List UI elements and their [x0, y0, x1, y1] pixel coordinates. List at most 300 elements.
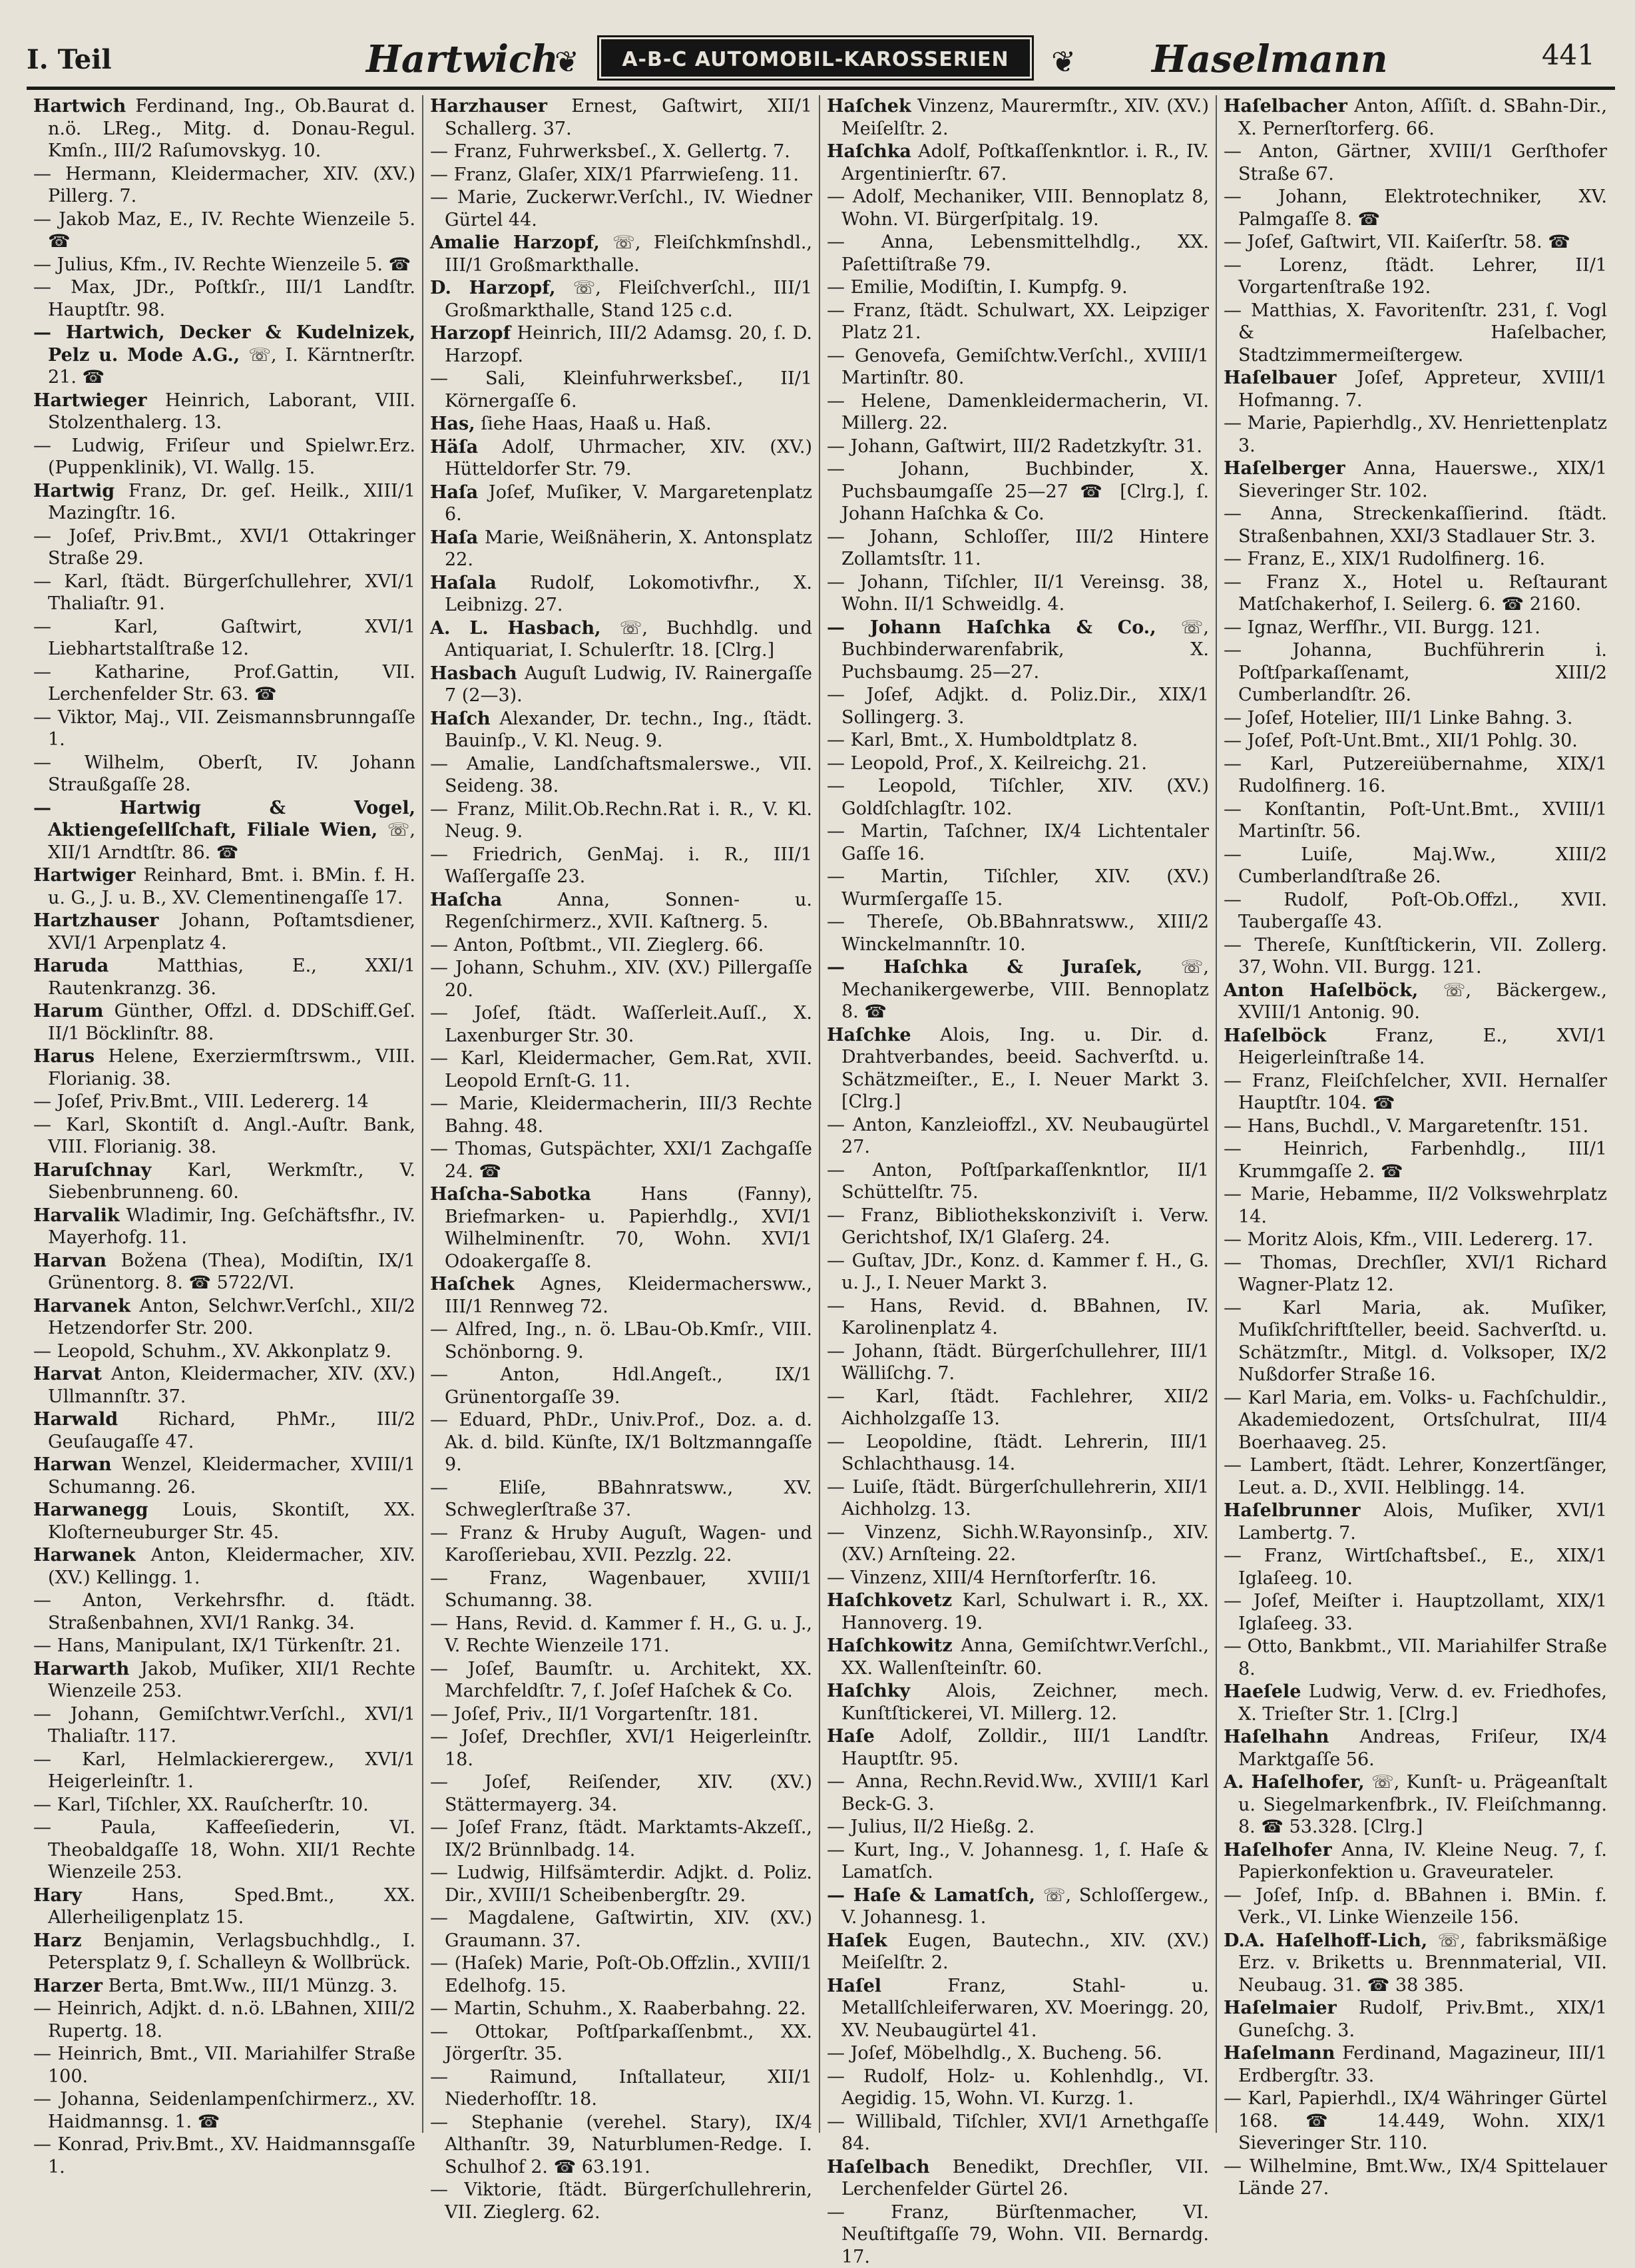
entry-details: Louis, Skontiſt, XX. Kloſterneuburger Str. 45.	[48, 1500, 415, 1543]
wing-emblem-icon: ❦	[1051, 42, 1076, 83]
entry-surname: Haſchky	[827, 1681, 910, 1701]
directory-entry	[827, 1386, 1209, 1430]
directory-entry	[827, 729, 1209, 752]
directory-entry	[827, 956, 1209, 1023]
entry-details: — Joſef, Hotelier, III/1 Linke Bahng. 3.	[1224, 708, 1572, 728]
directory-entry	[827, 300, 1209, 344]
entry-surname: Harum	[33, 1001, 103, 1021]
directory-entry	[33, 208, 415, 253]
entry-details: Richard, PhMr., III/2 Geuſaugaſſe 47.	[48, 1409, 415, 1452]
directory-entry	[827, 911, 1209, 956]
directory-entry	[33, 797, 415, 864]
entry-details: Eugen, Bautechn., XIV. (XV.) Meiſelſtr. 2.	[841, 1930, 1209, 1974]
directory-entry	[430, 1613, 812, 1657]
entry-details: — Johann, Gaſtwirt, III/2 Radetzkyſtr. 31.	[827, 436, 1202, 457]
entry-details: — Amalie, Landſchaftsmalerswe., VII. Seideng. 38.	[430, 754, 812, 797]
directory-entry	[430, 1862, 812, 1906]
directory-entry	[33, 571, 415, 615]
entry-details: — Franz, Wirtſchaftsbeſ., E., XIX/1 Iglaſeeg. 10.	[1224, 1546, 1607, 1589]
entry-details: Alexander, Dr. techn., Ing., ſtädt. Bauinſp., V. Kl. Neug. 9.	[445, 709, 812, 752]
entry-details: — Moritz Alois, Kfm., VIII. Ledererg. 17.	[1224, 1229, 1593, 1250]
entry-surname: — Johann Haſchka & Co.,	[827, 617, 1156, 638]
entry-details: — Joſef, Baumſtr. u. Architekt, XX. Marchfeldſtr. 7, ſ. Joſef Haſchek & Co.	[430, 1659, 812, 1702]
entry-details: Ferdinand, Ing., Ob.Baurat d. n.ö. LReg., Mitg. d. Donau-Regul. Kmſn., III/2 Raſumovskyg. 10.	[48, 96, 415, 161]
directory-entry	[1224, 1387, 1607, 1454]
entry-details: — Franz, Bibliothekskonziviſt i. Verw. Gerichtshof, IX/1 Glaſerg. 24.	[827, 1205, 1209, 1249]
directory-entry	[33, 1975, 415, 1998]
directory-entry	[33, 163, 415, 208]
directory-entry	[430, 708, 812, 752]
entry-details: Alois, Muſiker, XVI/1 Lambertg. 7.	[1238, 1500, 1607, 1544]
entry-details: — Franz, Fleiſchſelcher, XVII. Hernalſer Hauptſtr. 104. ☎	[1224, 1071, 1607, 1114]
directory-entry	[33, 616, 415, 661]
entry-details: — Lambert, ſtädt. Lehrer, Konzertſänger, Leut. a. D., XVII. Helblingg. 14.	[1224, 1455, 1607, 1498]
entry-details: — Leopold, Prof., X. Keilreichg. 21.	[827, 753, 1147, 774]
entry-details: Hans (Fanny), Briefmarken- u. Papierhdlg., XVI/1 Wilhelminenſtr. 70, Wohn. XVI/1 Odoakergaſſe 8.	[445, 1184, 812, 1272]
entry-details: Joſef, Muſiker, V. Margaretenplatz 6.	[445, 482, 812, 525]
directory-entry	[430, 413, 812, 435]
entry-details: Karl, Werkmſtr., V. Siebenbrunneng. 60.	[48, 1160, 415, 1203]
directory-entry	[430, 2021, 812, 2066]
entry-details: — Heinrich, Adjkt. d. n.ö. LBahnen, XIII/2 Rupertg. 18.	[33, 1998, 415, 2042]
entry-details: ☏, Kunſt- u. Prägeanſtalt u. Siegelmarkenfbrk., IV. Fleiſchmanng. 8. ☎ 53.328. [Clrg.]	[1238, 1772, 1607, 1837]
directory-entry	[1224, 2155, 1607, 2200]
directory-entry	[430, 1703, 812, 1726]
directory-entry	[1224, 1454, 1607, 1499]
directory-entry	[827, 231, 1209, 276]
directory-entry	[827, 1725, 1209, 1770]
entry-details: — Thereſe, Ob.BBahnratsww., XIII/2 Winckelmannſtr. 10.	[827, 912, 1209, 955]
page-header	[27, 20, 1615, 90]
entry-details: Adolf, Zolldir., III/1 Landſtr. Hauptſtr. 95.	[841, 1726, 1209, 1769]
entry-surname: Haſchke	[827, 1025, 911, 1045]
entry-details: — Karl Maria, ak. Muſiker, Muſikſchriftſteller, beeid. Sachverſtd. u. Schätzmſtr., Mitgl. d. Volksoper, IX/2 Nußdorfer Straße 16.	[1224, 1298, 1607, 1386]
directory-entry	[33, 276, 415, 321]
entry-details: — Rudolf, Poſt-Ob.Offzl., XVII. Taubergaſſe 43.	[1224, 890, 1607, 933]
entry-details: — Johann, Buchbinder, X. Puchsbaumgaſſe 25—27 ☎ [Clrg.], ſ. Johann Haſchka & Co.	[827, 459, 1209, 524]
directory-entry	[430, 934, 812, 957]
entry-details: ☏, Fleiſchkmſnshdl., III/1 Großmarkthalle.	[445, 232, 812, 276]
directory-entry	[33, 1998, 415, 2042]
directory-entry	[827, 2201, 1209, 2268]
entry-details: — Marie, Papierhdlg., XV. Henriettenplatz 3.	[1224, 413, 1607, 456]
directory-entry	[33, 1205, 415, 1249]
directory-entry	[1224, 457, 1607, 502]
entry-details: — Max, JDr., Poſtkſr., III/1 Landſtr. Hauptſtr. 98.	[33, 277, 415, 320]
directory-entry	[1224, 1070, 1607, 1115]
entry-details: — Heinrich, Farbenhdlg., III/1 Krummgaſſe 2. ☎	[1224, 1139, 1607, 1182]
directory-entry	[430, 1771, 812, 1816]
entry-details: Božena (Thea), Modiſtin, IX/1 Grünentorg. 8. ☎ 5722/VI.	[48, 1251, 415, 1294]
directory-entry	[827, 775, 1209, 820]
entry-details: — Martin, Taſchner, IX/4 Lichtentaler Gaſſe 16.	[827, 821, 1209, 864]
entry-details: Anna, IV. Kleine Neug. 7, ſ. Papierkonfektion u. Graveurateler.	[1238, 1840, 1607, 1883]
directory-entry	[1224, 1297, 1607, 1386]
entry-details: Wladimir, Ing. Geſchäftsfhr., IV. Mayerhofg. 11.	[48, 1205, 415, 1249]
directory-entry	[33, 1091, 415, 1113]
directory-entry	[827, 1635, 1209, 1679]
entry-details: — Joſef, Inſp. d. BBahnen i. BMin. f. Verk., VI. Linke Wienzeile 156.	[1224, 1885, 1607, 1928]
directory-entry	[1224, 231, 1607, 254]
entry-details: — Katharine, Prof.Gattin, VII. Lerchenfelder Str. 63. ☎	[33, 662, 415, 705]
entry-details: — Anna, Rechn.Revid.Ww., XVIII/1 Karl Beck-G. 3.	[827, 1771, 1209, 1815]
entry-details: — Thereſe, Kunſtſtickerin, VII. Zollerg. 37, Wohn. VII. Burgg. 121.	[1224, 935, 1607, 978]
entry-details: — Karl, ſtädt. Bürgerſchullehrer, XVI/1 Thaliaſtr. 91.	[33, 571, 415, 615]
part-label: I. Teil	[27, 44, 112, 75]
entry-surname: Haſelbacher	[1224, 96, 1347, 117]
directory-entry	[33, 322, 415, 389]
directory-entry	[430, 141, 812, 163]
entry-details: — Franz, ſtädt. Schulwart, XX. Leipziger Platz 21.	[827, 300, 1209, 344]
entry-details: — Anton, Verkehrsfhr. d. ſtädt. Straßenbahnen, XVI/1 Rankg. 34.	[33, 1590, 415, 1633]
entry-details: — Karl, Tiſchler, XX. Rauſcherſtr. 10.	[33, 1795, 369, 1815]
entry-details: — Joſef, Priv., II/1 Vorgartenſtr. 181.	[430, 1704, 758, 1725]
entry-details: Karl, Schulwart i. R., XX. Hannoverg. 19.	[841, 1590, 1209, 1633]
entry-surname: Haſchkovetz	[827, 1590, 952, 1611]
directory-entry	[430, 1093, 812, 1137]
directory-column	[27, 95, 423, 2133]
entry-details: ☏, Mechanikergewerbe, VIII. Bennoplatz 8. ☎	[841, 957, 1209, 1022]
directory-entry	[33, 864, 415, 909]
directory-entry	[827, 276, 1209, 299]
entry-surname: Haſchek	[827, 96, 911, 117]
entry-details: Anton, Selchwr.Verſchl., XII/2 Hetzendorfer Str. 200.	[48, 1296, 415, 1339]
entry-details: Heinrich, Laborant, VIII. Stolzenthalerg. 13.	[48, 390, 415, 433]
column-container	[27, 95, 1615, 2133]
directory-entry	[33, 2133, 415, 2178]
entry-details: Johann, Poſtamtsdiener, XVI/1 Arpenplatz 4.	[48, 910, 415, 954]
directory-column	[423, 95, 820, 2133]
entry-surname: Haſchek	[430, 1274, 515, 1294]
directory-entry	[1224, 1635, 1607, 1680]
directory-entry	[430, 1477, 812, 1522]
entry-details: — Hermann, Kleidermacher, XIV. (XV.) Pillerg. 7.	[33, 164, 415, 207]
directory-entry	[1224, 1930, 1607, 1997]
entry-details: — Otto, Bankbmt., VII. Mariahilfer Straße 8.	[1224, 1636, 1607, 1679]
entry-surname: Haſchka	[827, 141, 911, 162]
entry-surname: Harwanek	[33, 1545, 135, 1565]
entry-details: — Johanna, Seidenlampenſchirmerz., XV. Haidmannsg. 1. ☎	[33, 2089, 415, 2132]
directory-entry	[430, 95, 812, 140]
entry-surname: Haſa	[430, 527, 478, 548]
entry-details: — Anna, Lebensmittelhdlg., XX. Paſettiſtraße 79.	[827, 232, 1209, 275]
entry-details: Ferdinand, Magazineur, III/1 Erdbergſtr. 33.	[1238, 2043, 1607, 2086]
entry-details: — Julius, Kfm., IV. Rechte Wienzeile 5. ☎	[33, 254, 411, 275]
directory-entry	[430, 1409, 812, 1476]
directory-entry	[827, 2066, 1209, 2110]
entry-details: — Eliſe, BBahnratsww., XV. Schweglerſtraße 37.	[430, 1478, 812, 1521]
directory-entry	[1224, 934, 1607, 979]
entry-details: ☏, I. Kärntnerſtr. 21. ☎	[48, 345, 415, 388]
entry-details: — Johann, Tiſchler, II/1 Vereinsg. 38, Wohn. II/1 Schweidlg. 4.	[827, 572, 1209, 615]
entry-details: — Friedrich, GenMaj. i. R., III/1 Waſſergaſſe 23.	[430, 844, 812, 888]
entry-surname: Häſa	[430, 437, 478, 457]
entry-details: — Hans, Revid. d. Kammer f. H., G. u. J., V. Rechte Wienzeile 171.	[430, 1613, 812, 1657]
directory-entry	[33, 2043, 415, 2088]
directory-entry	[430, 481, 812, 526]
directory-entry	[430, 164, 812, 186]
entry-details: — Viktorie, ſtädt. Bürgerſchullehrerin, VII. Zieglerg. 62.	[430, 2179, 812, 2223]
directory-entry	[430, 232, 812, 276]
entry-surname: Haſelbauer	[1224, 368, 1336, 388]
directory-entry	[827, 1839, 1209, 1884]
entry-details: Alois, Ing. u. Dir. d. Drahtverbandes, beeid. Sachverſtd. u. Schätzmeiſter., E., I. Neuer Markt 3. [Clrg.]	[841, 1025, 1209, 1113]
entry-surname: Haſek	[827, 1930, 887, 1951]
entry-details: — Anton, Kanzleioffzl., XV. Neubaugürtel 27.	[827, 1115, 1209, 1158]
entry-surname: Harwan	[33, 1454, 112, 1475]
entry-details: — Viktor, Maj., VII. Zeismannsbrunngaſſe 1.	[33, 707, 415, 750]
directory-entry	[1224, 2042, 1607, 2087]
entry-details: — Anna, Streckenkaſſierind. ſtädt. Straßenbahnen, XXI/3 Stadlauer Str. 3.	[1224, 503, 1607, 547]
entry-details: — Hans, Buchdl., V. Margaretenſtr. 151.	[1224, 1116, 1588, 1137]
entry-surname: Haruda	[33, 956, 109, 976]
directory-entry	[827, 2111, 1209, 2155]
directory-entry	[430, 322, 812, 367]
directory-entry	[430, 186, 812, 231]
running-head-first: Hartwich	[366, 37, 559, 81]
entry-surname: Haſelbach	[827, 2157, 930, 2177]
entry-details: Marie, Weißnäherin, X. Antonsplatz 22.	[445, 527, 812, 571]
entry-details: — Lorenz, ſtädt. Lehrer, II/1 Vorgartenſtraße 192.	[1224, 255, 1607, 298]
directory-entry	[33, 1703, 415, 1748]
directory-entry	[1224, 1681, 1607, 1725]
directory-entry	[827, 1884, 1209, 1929]
entry-surname: Harwald	[33, 1409, 118, 1430]
entry-details: Anton, Aſſiſt. d. SBahn-Dir., X. Pernerſtorferg. 66.	[1238, 96, 1607, 139]
entry-surname: Amalie Harzopf,	[430, 232, 600, 253]
directory-entry	[827, 458, 1209, 525]
entry-details: — Raimund, Inſtallateur, XII/1 Niederhofſtr. 18.	[430, 2067, 812, 2110]
directory-entry	[430, 1817, 812, 1861]
entry-surname: Haruſchnay	[33, 1160, 151, 1181]
directory-column	[1217, 95, 1614, 2133]
entry-details: — Vinzenz, Sichh.W.Rayonsinſp., XIV. (XV.) Arnſteing. 22.	[827, 1522, 1209, 1565]
directory-entry	[827, 1680, 1209, 1725]
directory-entry	[827, 684, 1209, 728]
entry-details: — Franz & Hruby Auguſt, Wagen- und Karoſſeriebau, XVII. Pezzlg. 22.	[430, 1523, 812, 1566]
directory-entry	[1224, 1590, 1607, 1635]
entry-surname: Haſchkowitz	[827, 1635, 953, 1656]
entry-details: — Luiſe, Maj.Ww., XIII/2 Cumberlandſtraße 26.	[1224, 844, 1607, 888]
entry-details: — (Haſek) Marie, Poſt-Ob.Offzlin., XVIII/1 Edelhofg. 15.	[430, 1953, 812, 1996]
entry-details: — Karl, Putzereiübernahme, XIX/1 Rudolfinerg. 16.	[1224, 754, 1607, 797]
entry-details: — Magdalene, Gaſtwirtin, XIV. (XV.) Graumann. 37.	[430, 1908, 812, 1951]
directory-entry	[430, 277, 812, 322]
directory-entry	[1224, 503, 1607, 547]
directory-entry	[827, 2156, 1209, 2201]
directory-entry	[33, 1295, 415, 1340]
entry-surname: — Hartwig & Vogel, Aktiengeſellſchaft, Filiale Wien,	[33, 798, 415, 841]
directory-entry	[33, 1363, 415, 1408]
directory-entry	[827, 752, 1209, 775]
directory-entry	[827, 1205, 1209, 1249]
directory-entry	[33, 1749, 415, 1793]
directory-entry	[827, 866, 1209, 910]
entry-details: — Joſef, Poſt-Unt.Bmt., XII/1 Pohlg. 30.	[1224, 730, 1578, 751]
entry-details: Franz, Stahl- u. Metallſchleiferwaren, XV. Moeringg. 20, XV. Neubaugürtel 41.	[841, 1976, 1209, 2041]
directory-entry	[33, 1794, 415, 1817]
entry-details: — Leopold, Tiſchler, XIV. (XV.) Goldſchlagſtr. 102.	[827, 776, 1209, 819]
directory-entry	[1224, 1997, 1607, 2042]
directory-entry	[33, 1817, 415, 1884]
directory-entry	[1224, 95, 1607, 140]
entry-details: Anton, Kleidermacher, XIV. (XV.) Kellingg. 1.	[48, 1545, 415, 1588]
directory-entry	[827, 1816, 1209, 1839]
entry-details: Rudolf, Priv.Bmt., XIX/1 Guneſchg. 3.	[1238, 1998, 1607, 2041]
directory-entry	[33, 435, 415, 479]
entry-details: — Marie, Kleidermacherin, III/3 Rechte Bahng. 48.	[430, 1093, 812, 1137]
entry-details: Günther, Offzl. d. DDSchiff.Geſ. II/1 Böcklinſtr. 88.	[48, 1001, 415, 1044]
entry-details: Anton, Kleidermacher, XIV. (XV.) Ullmannſtr. 37.	[48, 1364, 415, 1407]
directory-entry	[430, 1726, 812, 1771]
entry-details: — Johann, Schloſſer, III/2 Hintere Zollamtsſtr. 11.	[827, 527, 1209, 570]
directory-entry	[33, 955, 415, 999]
entry-details: — Thomas, Drechſler, XVI/1 Richard Wagner-Platz 12.	[1224, 1253, 1607, 1296]
entry-details: Matthias, E., XXI/1 Rautenkranzg. 36.	[48, 956, 415, 999]
entry-surname: Haſel	[827, 1976, 881, 1996]
directory-entry	[33, 254, 415, 276]
entry-surname: Harz	[33, 1930, 82, 1951]
entry-details: — Sali, Kleinfuhrwerksbeſ., II/1 Körnergaſſe 6.	[430, 368, 812, 412]
entry-details: — Hans, Manipulant, IX/1 Türkenſtr. 21.	[33, 1635, 401, 1656]
directory-entry	[430, 957, 812, 1001]
entry-details: Benjamin, Verlagsbuchhdlg., I. Petersplatz 9, ſ. Schalleyn & Wollbrück.	[48, 1930, 415, 1974]
directory-entry	[33, 525, 415, 570]
directory-entry	[430, 617, 812, 662]
directory-entry	[430, 1138, 812, 1183]
entry-details: — Joſef, Drechſler, XVI/1 Heigerleinſtr. 18.	[430, 1727, 812, 1770]
entry-surname: Harwarth	[33, 1659, 129, 1679]
entry-details: — Rudolf, Holz- u. Kohlenhdlg., VI. Aegidig. 15, Wohn. VI. Kurzg. 1.	[827, 2066, 1209, 2110]
entry-details: ☏, XII/1 Arndtſtr. 86. ☎	[48, 820, 415, 863]
directory-entry	[1224, 1025, 1607, 1069]
directory-entry	[827, 820, 1209, 865]
entry-surname: Harzer	[33, 1976, 103, 1996]
entry-details: — Paula, Kaffeeſiederin, VI. Theobaldgaſſe 18, Wohn. XII/1 Rechte Wienzeile 253.	[33, 1817, 415, 1882]
entry-details: Helene, Exerziermſtrswm., VIII. Florianig. 38.	[48, 1046, 415, 1089]
directory-entry	[827, 2042, 1209, 2065]
directory-entry	[1224, 2088, 1607, 2155]
entry-details: — Marie, Zuckerwr.Verſchl., IV. Wiedner Gürtel 44.	[430, 187, 812, 230]
directory-entry	[827, 1476, 1209, 1521]
entry-details: — Karl, Bmt., X. Humboldtplatz 8.	[827, 730, 1138, 750]
entry-details: — Luiſe, ſtädt. Bürgerſchullehrerin, XII/1 Aichholzg. 13.	[827, 1477, 1209, 1520]
directory-entry	[1224, 1252, 1607, 1296]
directory-entry	[1224, 753, 1607, 798]
entry-surname: Haſelberger	[1224, 458, 1345, 479]
entry-details: Rudolf, Lokomotivfhr., X. Leibnizg. 27.	[445, 573, 812, 616]
entry-details: — Johann, ſtädt. Bürgerſchullehrer, III/1 Wälliſchg. 7.	[827, 1341, 1209, 1384]
directory-entry	[1224, 889, 1607, 934]
entry-surname: Haſelhofer	[1224, 1840, 1332, 1860]
entry-details: — Wilhelmine, Bmt.Ww., IX/4 Spittelauer Lände 27.	[1224, 2156, 1607, 2199]
directory-entry	[1224, 639, 1607, 707]
entry-details: — Vinzenz, XIII/4 Hernſtorferſtr. 16.	[827, 1567, 1156, 1588]
entry-details: — Ludwig, Friſeur und Spielwr.Erz. (Puppenklinik), VI. Wallg. 15.	[33, 435, 415, 479]
entry-details: — Jakob Maz, E., IV. Rechte Wienzeile 5. ☎	[33, 209, 415, 252]
entry-details: — Johann, Elektrotechniker, XV. Palmgaſſe 8. ☎	[1224, 186, 1607, 230]
entry-details: — Johann, Schuhm., XIV. (XV.) Pillergaſſe 20.	[430, 958, 812, 1001]
directory-entry	[1224, 1138, 1607, 1183]
entry-details: — Ottokar, Poſtſparkaſſenbmt., XX. Jörgerſtr. 35.	[430, 2022, 812, 2065]
entry-surname: D.A. Haſelhoff-Lich,	[1224, 1930, 1427, 1951]
directory-entry	[827, 141, 1209, 185]
entry-details: Anna, Sonnen- u. Regenſchirmerz., XVII. Kaſtnerg. 5.	[445, 890, 812, 933]
directory-entry	[827, 1250, 1209, 1294]
entry-details: Hans, Sped.Bmt., XX. Allerheiligenplatz 15.	[48, 1885, 415, 1928]
directory-entry	[430, 436, 812, 481]
entry-details: — Thomas, Gutspächter, XXI/1 Zachgaſſe 24. ☎	[430, 1139, 812, 1182]
entry-surname: Haſala	[430, 573, 497, 593]
entry-details: — Ludwig, Hilfsämterdir. Adjkt. d. Poliz. Dir., XVIII/1 Scheibenbergſtr. 29.	[430, 1862, 812, 1906]
directory-entry	[1224, 617, 1607, 639]
directory-entry	[33, 910, 415, 954]
directory-entry	[430, 753, 812, 798]
directory-entry	[33, 1114, 415, 1159]
directory-entry	[827, 1340, 1209, 1385]
directory-entry	[1224, 980, 1607, 1024]
entry-details: — Joſef, Adjkt. d. Poliz.Dir., XIX/1 Sollingerg. 3.	[827, 685, 1209, 728]
directory-entry	[33, 707, 415, 751]
entry-surname: Hartwiger	[33, 865, 135, 886]
entry-details: — Martin, Schuhm., X. Raaberbahng. 22.	[430, 1998, 806, 2019]
entry-details: — Franz X., Hotel u. Reſtaurant Matſchakerhof, I. Seilerg. 6. ☎ 2160.	[1224, 572, 1607, 615]
directory-entry	[33, 1930, 415, 1974]
directory-entry	[33, 1454, 415, 1498]
entry-details: — Franz, Glaſer, XIX/1 Pfarrwieſeng. 11.	[430, 164, 799, 185]
entry-surname: Harvan	[33, 1251, 107, 1271]
directory-entry	[33, 480, 415, 525]
entry-surname: — Hartwich, Decker & Kudelnizek, Pelz u. Mode A.G.,	[33, 322, 415, 366]
directory-entry	[33, 1884, 415, 1929]
entry-surname: Harvat	[33, 1364, 102, 1384]
entry-details: Berta, Bmt.Ww., III/1 Münzg. 3.	[103, 1976, 397, 1996]
directory-entry	[33, 1658, 415, 1703]
entry-details: — Joſef, Priv.Bmt., XVI/1 Ottakringer Straße 29.	[33, 526, 415, 569]
entry-surname: Hartzhauser	[33, 910, 158, 931]
entry-details: — Joſef, ſtädt. Waſſerleit.Auſſ., X. Laxenburger Str. 30.	[430, 1003, 812, 1046]
entry-surname: Hasbach	[430, 663, 517, 684]
entry-details: Andreas, Friſeur, IX/4 Marktgaſſe 56.	[1238, 1727, 1607, 1770]
entry-details: Ernest, Gaſtwirt, XII/1 Schallerg. 37.	[445, 96, 812, 139]
entry-details: — Leopold, Schuhm., XV. Akkonplatz 9.	[33, 1341, 391, 1362]
entry-details: — Karl, Skontiſt d. Angl.-Auſtr. Bank, VIII. Florianig. 38.	[33, 1115, 415, 1158]
directory-entry	[1224, 707, 1607, 730]
entry-details: — Franz, E., XIX/1 Rudolfinerg. 16.	[1224, 549, 1545, 569]
entry-details: Franz, E., XVI/1 Heigerleinſtraße 14.	[1238, 1025, 1607, 1069]
directory-entry	[430, 1952, 812, 1997]
entry-details: — Karl, ſtädt. Fachlehrer, XII/2 Aichholzgaſſe 13.	[827, 1386, 1209, 1430]
entry-surname: Haſelhahn	[1224, 1727, 1329, 1747]
entry-surname: A. Haſelhofer,	[1224, 1772, 1365, 1793]
entry-surname: Haſelbrunner	[1224, 1500, 1360, 1521]
entry-surname: Harvanek	[33, 1296, 130, 1316]
directory-entry	[430, 1567, 812, 1612]
directory-entry	[430, 1273, 812, 1318]
directory-entry	[827, 526, 1209, 571]
entry-details: — Heinrich, Bmt., VII. Mariahilfer Straße 100.	[33, 2044, 415, 2087]
directory-entry	[827, 345, 1209, 390]
entry-details: Agnes, Kleidermachersww., III/1 Rennweg 72.	[445, 1274, 812, 1317]
entry-details: ☏, Fleiſchverſchl., III/1 Großmarkthalle, Stand 125 c.d.	[445, 278, 812, 321]
entry-details: ☏, Schloſſergew., V. Johannesg. 1.	[841, 1885, 1209, 1928]
directory-entry	[430, 1002, 812, 1047]
directory-entry	[33, 1635, 415, 1657]
directory-entry	[1224, 254, 1607, 299]
directory-entry	[827, 1930, 1209, 1974]
directory-entry	[1224, 141, 1607, 185]
directory-entry	[1224, 1545, 1607, 1589]
